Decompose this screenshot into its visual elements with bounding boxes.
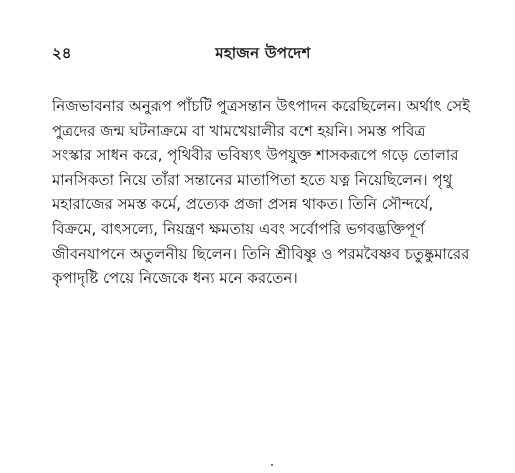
text-line: মানসিকতা নিয়ে তাঁরা সন্তানের মাতাপিতা হতে যত্ন নিয়েছিলেন। পৃথু <box>52 170 453 189</box>
running-title: মহাজন উপদেশ <box>215 44 311 62</box>
text-line: মহারাজের সমস্ত কর্মে, প্রত্যেক প্রজা প্রসন্ন থাকত। তিনি সৌন্দর্যে, <box>52 195 434 214</box>
text-line: কৃপাদৃষ্টি পেয়ে নিজেকে ধন্য মনে করতেন। <box>52 269 298 288</box>
page-number: ২৪ <box>52 44 72 62</box>
text-line: সংস্কার সাধন করে, পৃথিবীর ভবিষ্যৎ উপযুক্ত শাসকরূপে গড়ে তোলার <box>52 146 459 165</box>
text-line: পুত্রদের জন্ম ঘটনাক্রমে বা খামখেয়ালীর বশে হয়নি। সমস্ত পবিত্র <box>52 121 426 140</box>
text-line: বিক্রমে, বাৎসল্যে, নিয়ন্ত্রণ ক্ষমতায় এবং সর্বোপরি ভগবদ্ভক্তিপূর্ণ <box>52 219 425 238</box>
scan-speck <box>271 464 273 466</box>
text-line: জীবনযাপনে অতুলনীয় ছিলেন। তিনি শ্রীবিষ্ণু ও পরমবৈষ্ণব চতুষ্কুমারের <box>52 244 470 263</box>
page-header <box>52 42 474 64</box>
body-paragraph <box>52 94 482 291</box>
text-line: নিজভাবনার অনুরূপ পাঁচটি পুত্রসন্তান উৎপাদন করেছিলেন। অর্থাৎ সেই <box>52 97 470 115</box>
